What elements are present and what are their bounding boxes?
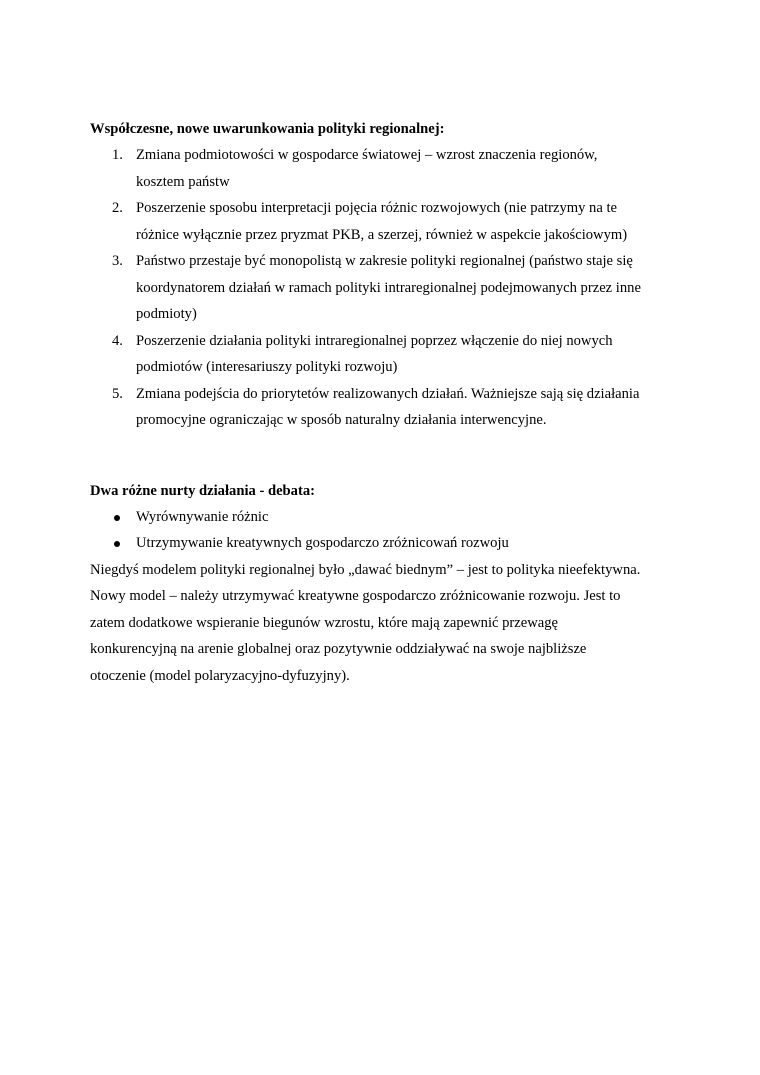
list-number: 2.	[112, 200, 123, 216]
paragraph-line: Nowy model – należy utrzymywać kreatywne gospodarczo zróżnicowanie rozwoju. Jest to	[90, 588, 621, 604]
list-item-line: podmiotów (interesariuszy polityki rozwoju)	[136, 359, 398, 375]
paragraph-line: Niegdyś modelem polityki regionalnej było „dawać biednym” – jest to polityka nieefektywna.	[90, 561, 641, 578]
section-heading-debate: Dwa różne nurty działania - debata:	[90, 482, 315, 499]
list-item	[90, 195, 680, 248]
list-item-line: różnice wyłącznie przez pryzmat PKB, a szerzej, również w aspekcie jakościowym)	[136, 226, 628, 243]
document-content	[90, 116, 680, 689]
paragraph-line: zatem dodatkowe wspieranie biegunów wzrostu, które mają zapewnić przewagę	[90, 614, 559, 631]
list-number: 3.	[112, 253, 123, 269]
list-item	[90, 248, 680, 328]
section-spacer	[90, 434, 680, 478]
list-item	[90, 142, 680, 195]
list-item-line: promocyjne ograniczając w sposób naturalny działania interwencyjne.	[136, 412, 547, 428]
bullet-text: Wyrównywanie różnic	[136, 508, 269, 525]
conditions-list	[90, 142, 680, 434]
list-number: 4.	[112, 332, 123, 349]
list-item-line: kosztem państw	[136, 173, 230, 190]
debate-bullet-list	[90, 504, 680, 557]
bullet-item	[90, 504, 680, 531]
list-item-line: Zmiana podejścia do priorytetów realizowanych działań. Ważniejsze sają się działania	[136, 385, 640, 402]
list-number: 1.	[112, 147, 123, 163]
list-item-line: Poszerzenie działania polityki intraregionalnej poprzez włączenie do niej nowych	[136, 332, 613, 349]
section-heading-conditions: Współczesne, nowe uwarunkowania polityki regionalnej:	[90, 121, 445, 137]
paragraph-line: konkurencyjną na arenie globalnej oraz pozytywnie oddziaływać na swoje najbliższe	[90, 641, 587, 657]
bullet-dot-icon	[114, 541, 120, 547]
list-item	[90, 328, 680, 381]
body-paragraph	[90, 557, 680, 690]
list-item-line: Zmiana podmiotowości w gospodarce światowej – wzrost znaczenia regionów,	[136, 147, 598, 163]
list-item-line: koordynatorem działań w ramach polityki intraregionalnej podejmowanych przez inne	[136, 279, 641, 296]
bullet-item	[90, 530, 680, 557]
list-item-line: podmioty)	[136, 306, 197, 322]
paragraph-line: otoczenie (model polaryzacyjno-dyfuzyjny).	[90, 667, 350, 684]
list-item	[90, 381, 680, 434]
bullet-text: Utrzymywanie kreatywnych gospodarczo zróżnicowań rozwoju	[136, 535, 509, 551]
list-number: 5.	[112, 385, 123, 402]
bullet-dot-icon	[114, 515, 120, 521]
list-item-line: Państwo przestaje być monopolistą w zakresie polityki regionalnej (państwo staje się	[136, 253, 633, 269]
list-item-line: Poszerzenie sposobu interpretacji pojęcia różnic rozwojowych (nie patrzymy na te	[136, 200, 618, 216]
